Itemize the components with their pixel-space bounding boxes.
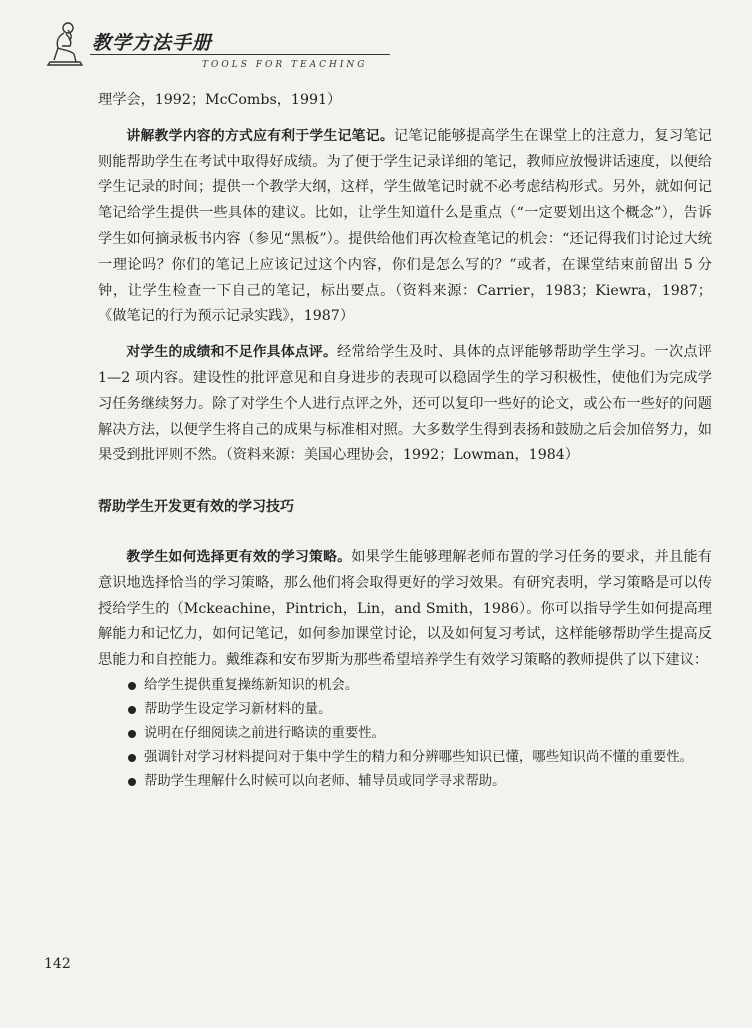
- page-body: [98, 88, 712, 794]
- paragraph-strategies: [98, 545, 712, 674]
- bullet-icon: [128, 706, 136, 714]
- paragraph-body: 如果学生能够理解老师布置的学习任务的要求，并且能有意识地选择恰当的学习策略，那么他们将会取得更好的学习效果。有研究表明，学习策略是可以传授给学生的（Mckeachine，Pintrich，Lin，and Smith，1986）。你可以指导学生如何提高理解能力和记忆力，如何记笔记，如何参加课堂讨论，以及如何复习考试，这样能够帮助学生提高反思能力和自控能力。戴维森和安布罗斯为那些希望培养学生有效学习策略的教师提供了以下建议：: [98, 548, 712, 669]
- suggestion-list: [98, 674, 712, 794]
- list-item: 说明在仔细阅读之前进行略读的重要性。: [144, 722, 712, 746]
- paragraph-continuation: 理学会，1992；McCombs，1991）: [98, 92, 342, 108]
- page-number: 142: [44, 956, 71, 972]
- section-heading: 帮助学生开发更有效的学习技巧: [98, 499, 294, 516]
- bullet-icon: [128, 778, 136, 786]
- list-item: 帮助学生理解什么时候可以向老师、辅导员或同学寻求帮助。: [144, 770, 712, 794]
- paragraph-feedback: [98, 340, 712, 469]
- paragraph-note-taking: [98, 124, 712, 330]
- list-item: 帮助学生设定学习新材料的量。: [144, 698, 712, 722]
- handbook-title: 教学方法手册: [92, 32, 213, 54]
- list-item: 强调针对学习材料提问对于集中学生的精力和分辨哪些知识已懂，哪些知识尚不懂的重要性。: [144, 746, 712, 770]
- bullet-icon: [128, 754, 136, 762]
- paragraph-body: 经常给学生及时、具体的点评能够帮助学生学习。一次点评 1—2 项内容。建设性的批评意见和自身进步的表现可以稳固学生的学习积极性，使他们为完成学习任务继续努力。除了对学生个人进行点评之外，还可以复印一些好的论文，或公布一些好的问题解决方法，以便学生将自己的成果与标准相对照。大多数学生得到表扬和鼓励之后会加倍努力，如果受到批评则不然。（资料来源：美国心理协会，1992；Lowman，1984）: [98, 344, 712, 464]
- bullet-icon: [128, 682, 136, 690]
- paragraph-body: 记笔记能够提高学生在课堂上的注意力，复习笔记则能帮助学生在考试中取得好成绩。为了便于学生记录详细的笔记，教师应放慢讲话速度，以便给学生记录的时间；提供一个教学大纲，这样，学生做笔记时就不必考虑结构形式。另外，就如何记笔记给学生提供一些具体的建议。比如，让学生知道什么是重点（“一定要划出这个概念”），告诉学生如何摘录板书内容（参见“黑板”）。提供给他们再次检查笔记的机会：“还记得我们讨论过大统一理论吗？你们的笔记上应该记过这个内容，你们是怎么写的？”或者，在课堂结束前留出 5 分钟，让学生检查一下自己的笔记，标出要点。（资料来源：Carrier，1983；Kiewra，1987；《做笔记的行为预示记录实践》，1987）: [98, 127, 712, 325]
- paragraph-lead: 对学生的成绩和不足作具体点评。: [126, 344, 338, 361]
- handbook-subtitle: TOOLS FOR TEACHING: [202, 60, 368, 70]
- bullet-icon: [128, 730, 136, 738]
- thinker-statue-icon: [44, 20, 86, 66]
- page-header: [0, 14, 752, 74]
- paragraph-lead: 讲解教学内容的方式应有利于学生记笔记。: [126, 127, 394, 144]
- list-item: 给学生提供重复操练新知识的机会。: [144, 674, 712, 698]
- paragraph-lead: 教学生如何选择更有效的学习策略。: [126, 548, 352, 565]
- header-rule: [90, 54, 390, 55]
